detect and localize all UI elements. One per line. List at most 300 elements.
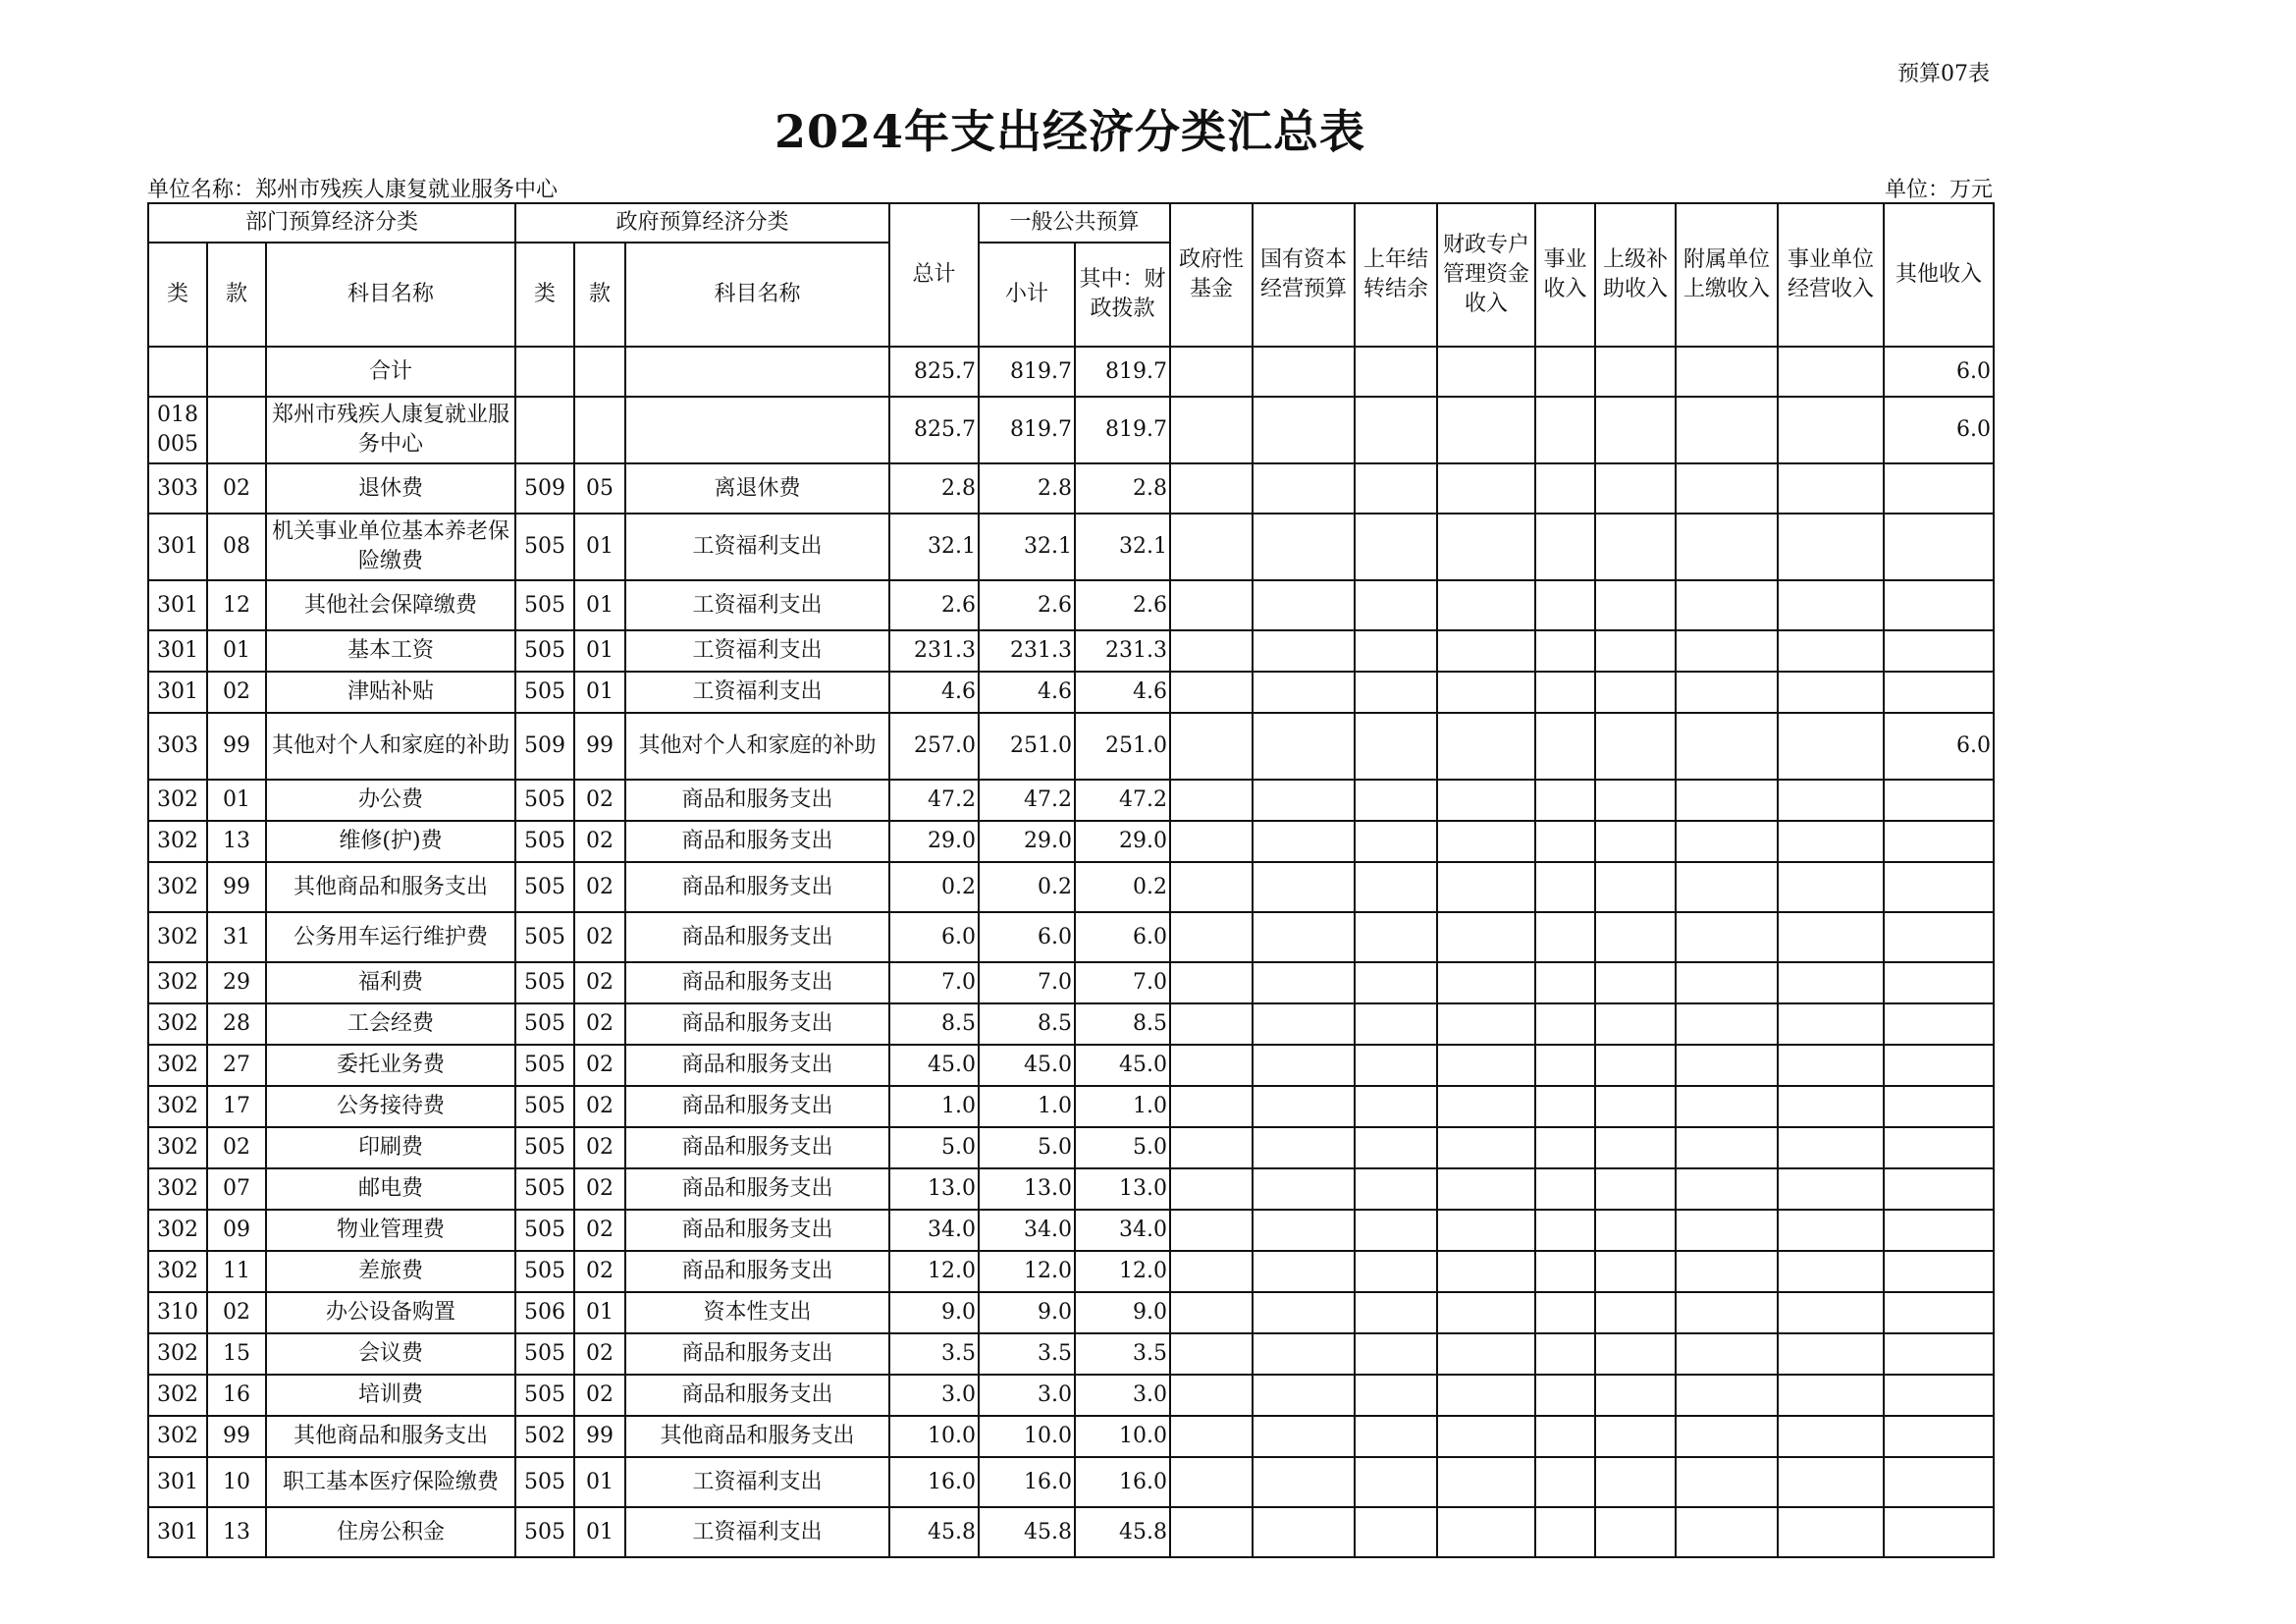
expenditure-table xyxy=(147,202,1995,1558)
cell-gov-subject: 商品和服务支出 xyxy=(625,780,889,821)
table-row xyxy=(148,672,1994,713)
cell-fiscal-alloc: 47.2 xyxy=(1075,780,1170,821)
header-affiliated-turnover: 附属单位上缴收入 xyxy=(1676,203,1778,347)
cell-subtotal: 6.0 xyxy=(979,912,1075,962)
table-row xyxy=(148,713,1994,780)
cell-business-income xyxy=(1535,514,1595,580)
cell-special-account xyxy=(1437,463,1535,514)
cell-dept-subject: 基本工资 xyxy=(266,630,515,672)
cell-dept-kuan xyxy=(207,397,266,463)
cell-dept-lei: 302 xyxy=(148,1003,207,1045)
cell-gov-lei: 505 xyxy=(515,1086,574,1127)
cell-business-income xyxy=(1535,1086,1595,1127)
cell-dept-lei: 302 xyxy=(148,962,207,1003)
cell-special-account xyxy=(1437,580,1535,630)
header-dept-lei: 类 xyxy=(148,243,207,347)
cell-state-capital xyxy=(1253,1086,1355,1127)
cell-dept-kuan: 99 xyxy=(207,713,266,780)
table-row xyxy=(148,580,1994,630)
cell-special-account xyxy=(1437,1045,1535,1086)
header-fiscal-alloc: 其中：财政拨款 xyxy=(1075,243,1170,347)
cell-superior-subsidy xyxy=(1595,630,1676,672)
cell-state-capital xyxy=(1253,1003,1355,1045)
cell-gov-subject: 其他商品和服务支出 xyxy=(625,1416,889,1457)
cell-gov-kuan: 99 xyxy=(574,713,625,780)
cell-other-income xyxy=(1884,514,1994,580)
cell-total: 9.0 xyxy=(889,1292,979,1333)
table-header xyxy=(148,203,1994,347)
cell-fiscal-alloc: 5.0 xyxy=(1075,1127,1170,1168)
cell-dept-subject: 其他社会保障缴费 xyxy=(266,580,515,630)
cell-superior-subsidy xyxy=(1595,1333,1676,1375)
cell-state-capital xyxy=(1253,672,1355,713)
table-body xyxy=(148,347,1994,1557)
cell-state-capital xyxy=(1253,1127,1355,1168)
cell-dept-kuan: 13 xyxy=(207,821,266,862)
cell-dept-subject: 办公费 xyxy=(266,780,515,821)
cell-subtotal: 12.0 xyxy=(979,1251,1075,1292)
cell-business-operating xyxy=(1778,821,1884,862)
cell-superior-subsidy xyxy=(1595,514,1676,580)
cell-gov-fund xyxy=(1170,514,1253,580)
cell-gov-kuan: 99 xyxy=(574,1416,625,1457)
header-special-account: 财政专户管理资金收入 xyxy=(1437,203,1535,347)
cell-dept-subject: 会议费 xyxy=(266,1333,515,1375)
cell-fiscal-alloc: 0.2 xyxy=(1075,862,1170,912)
cell-gov-kuan: 02 xyxy=(574,1251,625,1292)
cell-business-operating xyxy=(1778,1416,1884,1457)
cell-state-capital xyxy=(1253,1416,1355,1457)
cell-gov-lei: 505 xyxy=(515,672,574,713)
header-business-income: 事业收入 xyxy=(1535,203,1595,347)
cell-fiscal-alloc: 251.0 xyxy=(1075,713,1170,780)
cell-total: 29.0 xyxy=(889,821,979,862)
cell-state-capital xyxy=(1253,1507,1355,1557)
cell-total: 0.2 xyxy=(889,862,979,912)
cell-special-account xyxy=(1437,713,1535,780)
cell-special-account xyxy=(1437,1086,1535,1127)
cell-dept-kuan: 10 xyxy=(207,1457,266,1507)
cell-gov-lei: 505 xyxy=(515,1457,574,1507)
cell-carryover xyxy=(1355,912,1437,962)
cell-gov-lei: 505 xyxy=(515,962,574,1003)
cell-dept-subject: 退休费 xyxy=(266,463,515,514)
cell-other-income xyxy=(1884,1457,1994,1507)
cell-carryover xyxy=(1355,821,1437,862)
cell-dept-lei: 302 xyxy=(148,1045,207,1086)
table-row xyxy=(148,630,1994,672)
cell-special-account xyxy=(1437,1251,1535,1292)
cell-superior-subsidy xyxy=(1595,713,1676,780)
cell-dept-lei: 301 xyxy=(148,672,207,713)
header-gov-group: 政府预算经济分类 xyxy=(515,203,889,243)
cell-superior-subsidy xyxy=(1595,780,1676,821)
cell-state-capital xyxy=(1253,514,1355,580)
cell-business-income xyxy=(1535,713,1595,780)
cell-dept-subject: 委托业务费 xyxy=(266,1045,515,1086)
cell-superior-subsidy xyxy=(1595,1086,1676,1127)
cell-gov-kuan: 01 xyxy=(574,580,625,630)
cell-gov-subject: 商品和服务支出 xyxy=(625,912,889,962)
cell-fiscal-alloc: 4.6 xyxy=(1075,672,1170,713)
cell-gov-subject: 资本性支出 xyxy=(625,1292,889,1333)
cell-subtotal: 251.0 xyxy=(979,713,1075,780)
cell-other-income xyxy=(1884,630,1994,672)
cell-total: 5.0 xyxy=(889,1127,979,1168)
cell-dept-lei: 310 xyxy=(148,1292,207,1333)
cell-dept-lei: 018005 xyxy=(148,397,207,463)
cell-gov-fund xyxy=(1170,1045,1253,1086)
cell-dept-subject: 培训费 xyxy=(266,1375,515,1416)
cell-gov-subject: 离退休费 xyxy=(625,463,889,514)
cell-subtotal: 13.0 xyxy=(979,1168,1075,1210)
cell-gov-kuan: 02 xyxy=(574,780,625,821)
cell-gov-subject: 商品和服务支出 xyxy=(625,962,889,1003)
header-gov-kuan: 款 xyxy=(574,243,625,347)
cell-special-account xyxy=(1437,1375,1535,1416)
cell-dept-subject: 其他对个人和家庭的补助 xyxy=(266,713,515,780)
cell-business-operating xyxy=(1778,1333,1884,1375)
cell-gov-fund xyxy=(1170,1457,1253,1507)
cell-superior-subsidy xyxy=(1595,821,1676,862)
cell-other-income xyxy=(1884,1251,1994,1292)
cell-carryover xyxy=(1355,1416,1437,1457)
cell-total: 47.2 xyxy=(889,780,979,821)
cell-affiliated-turnover xyxy=(1676,962,1778,1003)
cell-other-income xyxy=(1884,1045,1994,1086)
cell-fiscal-alloc: 231.3 xyxy=(1075,630,1170,672)
cell-dept-subject: 福利费 xyxy=(266,962,515,1003)
table-row xyxy=(148,1251,1994,1292)
cell-other-income xyxy=(1884,1375,1994,1416)
table-row xyxy=(148,1292,1994,1333)
cell-carryover xyxy=(1355,1251,1437,1292)
cell-subtotal: 8.5 xyxy=(979,1003,1075,1045)
cell-carryover xyxy=(1355,1086,1437,1127)
table-row xyxy=(148,1333,1994,1375)
cell-other-income xyxy=(1884,1168,1994,1210)
cell-other-income xyxy=(1884,1127,1994,1168)
cell-total: 12.0 xyxy=(889,1251,979,1292)
cell-gov-lei: 505 xyxy=(515,912,574,962)
cell-special-account xyxy=(1437,1416,1535,1457)
cell-total: 1.0 xyxy=(889,1086,979,1127)
cell-superior-subsidy xyxy=(1595,912,1676,962)
cell-other-income xyxy=(1884,1086,1994,1127)
cell-business-income xyxy=(1535,1003,1595,1045)
cell-carryover xyxy=(1355,1375,1437,1416)
cell-subtotal: 16.0 xyxy=(979,1457,1075,1507)
cell-total: 34.0 xyxy=(889,1210,979,1251)
cell-dept-subject: 住房公积金 xyxy=(266,1507,515,1557)
table-row xyxy=(148,1127,1994,1168)
cell-carryover xyxy=(1355,347,1437,397)
cell-gov-lei xyxy=(515,397,574,463)
cell-fiscal-alloc: 45.0 xyxy=(1075,1045,1170,1086)
cell-fiscal-alloc: 10.0 xyxy=(1075,1416,1170,1457)
cell-total: 13.0 xyxy=(889,1168,979,1210)
table-row xyxy=(148,912,1994,962)
cell-gov-lei: 505 xyxy=(515,514,574,580)
cell-fiscal-alloc: 819.7 xyxy=(1075,347,1170,397)
cell-business-income xyxy=(1535,1127,1595,1168)
table-row xyxy=(148,1210,1994,1251)
cell-gov-lei: 502 xyxy=(515,1416,574,1457)
cell-state-capital xyxy=(1253,1457,1355,1507)
cell-superior-subsidy xyxy=(1595,1045,1676,1086)
cell-dept-kuan: 15 xyxy=(207,1333,266,1375)
cell-dept-kuan: 07 xyxy=(207,1168,266,1210)
table-row xyxy=(148,1086,1994,1127)
form-code: 预算07表 xyxy=(1897,62,1990,86)
cell-dept-kuan: 17 xyxy=(207,1086,266,1127)
cell-superior-subsidy xyxy=(1595,1127,1676,1168)
cell-affiliated-turnover xyxy=(1676,1333,1778,1375)
cell-affiliated-turnover xyxy=(1676,780,1778,821)
cell-gov-kuan: 05 xyxy=(574,463,625,514)
cell-business-income xyxy=(1535,463,1595,514)
cell-dept-subject: 机关事业单位基本养老保险缴费 xyxy=(266,514,515,580)
cell-gov-subject: 商品和服务支出 xyxy=(625,1127,889,1168)
cell-dept-subject: 邮电费 xyxy=(266,1168,515,1210)
cell-total: 257.0 xyxy=(889,713,979,780)
cell-dept-subject: 郑州市残疾人康复就业服务中心 xyxy=(266,397,515,463)
cell-dept-subject: 工会经费 xyxy=(266,1003,515,1045)
header-total: 总计 xyxy=(889,203,979,347)
cell-fiscal-alloc: 2.8 xyxy=(1075,463,1170,514)
cell-gov-kuan: 01 xyxy=(574,630,625,672)
cell-business-income xyxy=(1535,1375,1595,1416)
cell-superior-subsidy xyxy=(1595,1003,1676,1045)
cell-dept-subject: 合计 xyxy=(266,347,515,397)
cell-gov-subject: 商品和服务支出 xyxy=(625,1333,889,1375)
cell-dept-lei: 303 xyxy=(148,713,207,780)
cell-superior-subsidy xyxy=(1595,347,1676,397)
cell-dept-kuan: 13 xyxy=(207,1507,266,1557)
cell-state-capital xyxy=(1253,1168,1355,1210)
cell-carryover xyxy=(1355,1292,1437,1333)
cell-special-account xyxy=(1437,962,1535,1003)
header-dept-subject: 科目名称 xyxy=(266,243,515,347)
table-row xyxy=(148,463,1994,514)
cell-gov-subject xyxy=(625,397,889,463)
cell-affiliated-turnover xyxy=(1676,1045,1778,1086)
cell-dept-lei: 301 xyxy=(148,514,207,580)
cell-other-income xyxy=(1884,1333,1994,1375)
cell-other-income xyxy=(1884,1210,1994,1251)
cell-carryover xyxy=(1355,397,1437,463)
cell-fiscal-alloc: 34.0 xyxy=(1075,1210,1170,1251)
cell-affiliated-turnover xyxy=(1676,1292,1778,1333)
cell-business-income xyxy=(1535,1333,1595,1375)
cell-business-income xyxy=(1535,1210,1595,1251)
cell-subtotal: 34.0 xyxy=(979,1210,1075,1251)
cell-affiliated-turnover xyxy=(1676,1507,1778,1557)
cell-carryover xyxy=(1355,862,1437,912)
header-dept-group: 部门预算经济分类 xyxy=(148,203,515,243)
cell-gov-kuan: 01 xyxy=(574,1507,625,1557)
cell-state-capital xyxy=(1253,962,1355,1003)
cell-special-account xyxy=(1437,672,1535,713)
cell-state-capital xyxy=(1253,1210,1355,1251)
cell-gov-lei xyxy=(515,347,574,397)
cell-gov-fund xyxy=(1170,1086,1253,1127)
cell-business-operating xyxy=(1778,1045,1884,1086)
cell-business-income xyxy=(1535,1416,1595,1457)
cell-other-income: 6.0 xyxy=(1884,347,1994,397)
cell-business-operating xyxy=(1778,1375,1884,1416)
cell-special-account xyxy=(1437,1003,1535,1045)
cell-business-operating xyxy=(1778,347,1884,397)
cell-business-operating xyxy=(1778,514,1884,580)
cell-dept-subject: 津贴补贴 xyxy=(266,672,515,713)
cell-business-operating xyxy=(1778,1292,1884,1333)
cell-fiscal-alloc: 9.0 xyxy=(1075,1292,1170,1333)
cell-gov-lei: 505 xyxy=(515,1045,574,1086)
cell-carryover xyxy=(1355,1168,1437,1210)
cell-fiscal-alloc: 6.0 xyxy=(1075,912,1170,962)
cell-fiscal-alloc: 12.0 xyxy=(1075,1251,1170,1292)
cell-total: 45.8 xyxy=(889,1507,979,1557)
header-business-operating: 事业单位经营收入 xyxy=(1778,203,1884,347)
cell-gov-kuan xyxy=(574,347,625,397)
cell-gov-kuan: 01 xyxy=(574,672,625,713)
cell-business-operating xyxy=(1778,1003,1884,1045)
cell-total: 231.3 xyxy=(889,630,979,672)
header-gov-subject: 科目名称 xyxy=(625,243,889,347)
cell-superior-subsidy xyxy=(1595,1292,1676,1333)
cell-dept-subject: 印刷费 xyxy=(266,1127,515,1168)
cell-state-capital xyxy=(1253,862,1355,912)
cell-carryover xyxy=(1355,1457,1437,1507)
cell-business-income xyxy=(1535,630,1595,672)
cell-subtotal: 2.6 xyxy=(979,580,1075,630)
cell-business-operating xyxy=(1778,1210,1884,1251)
cell-dept-subject: 其他商品和服务支出 xyxy=(266,862,515,912)
cell-dept-lei: 303 xyxy=(148,463,207,514)
cell-special-account xyxy=(1437,780,1535,821)
cell-fiscal-alloc: 3.5 xyxy=(1075,1333,1170,1375)
cell-superior-subsidy xyxy=(1595,962,1676,1003)
cell-fiscal-alloc: 45.8 xyxy=(1075,1507,1170,1557)
cell-dept-kuan: 31 xyxy=(207,912,266,962)
cell-special-account xyxy=(1437,347,1535,397)
cell-dept-lei: 302 xyxy=(148,1416,207,1457)
cell-dept-kuan: 16 xyxy=(207,1375,266,1416)
cell-fiscal-alloc: 3.0 xyxy=(1075,1375,1170,1416)
unit-name: 单位名称：郑州市残疾人康复就业服务中心 xyxy=(147,178,559,202)
cell-gov-kuan: 01 xyxy=(574,514,625,580)
cell-affiliated-turnover xyxy=(1676,1457,1778,1507)
cell-dept-subject: 维修(护)费 xyxy=(266,821,515,862)
cell-dept-subject: 职工基本医疗保险缴费 xyxy=(266,1457,515,1507)
cell-business-operating xyxy=(1778,780,1884,821)
cell-subtotal: 7.0 xyxy=(979,962,1075,1003)
cell-gov-subject: 工资福利支出 xyxy=(625,672,889,713)
cell-gov-fund xyxy=(1170,780,1253,821)
cell-superior-subsidy xyxy=(1595,1457,1676,1507)
cell-fiscal-alloc: 2.6 xyxy=(1075,580,1170,630)
cell-gov-lei: 505 xyxy=(515,862,574,912)
table-row xyxy=(148,1003,1994,1045)
cell-affiliated-turnover xyxy=(1676,672,1778,713)
cell-total: 8.5 xyxy=(889,1003,979,1045)
cell-subtotal: 45.0 xyxy=(979,1045,1075,1086)
cell-dept-kuan: 08 xyxy=(207,514,266,580)
cell-dept-lei xyxy=(148,347,207,397)
header-gov-lei: 类 xyxy=(515,243,574,347)
cell-gov-subject: 工资福利支出 xyxy=(625,580,889,630)
cell-total: 10.0 xyxy=(889,1416,979,1457)
cell-gov-lei: 505 xyxy=(515,580,574,630)
cell-business-income xyxy=(1535,1292,1595,1333)
cell-business-income xyxy=(1535,1045,1595,1086)
cell-dept-kuan: 99 xyxy=(207,862,266,912)
cell-affiliated-turnover xyxy=(1676,713,1778,780)
cell-other-income xyxy=(1884,1507,1994,1557)
cell-state-capital xyxy=(1253,713,1355,780)
cell-dept-kuan: 99 xyxy=(207,1416,266,1457)
cell-affiliated-turnover xyxy=(1676,1416,1778,1457)
cell-dept-lei: 301 xyxy=(148,630,207,672)
cell-carryover xyxy=(1355,463,1437,514)
cell-gov-subject: 工资福利支出 xyxy=(625,514,889,580)
cell-total: 6.0 xyxy=(889,912,979,962)
cell-total: 825.7 xyxy=(889,397,979,463)
table-row xyxy=(148,862,1994,912)
cell-gov-lei: 505 xyxy=(515,1333,574,1375)
cell-business-income xyxy=(1535,347,1595,397)
cell-subtotal: 45.8 xyxy=(979,1507,1075,1557)
cell-affiliated-turnover xyxy=(1676,463,1778,514)
cell-affiliated-turnover xyxy=(1676,347,1778,397)
cell-carryover xyxy=(1355,514,1437,580)
cell-gov-kuan: 02 xyxy=(574,1127,625,1168)
cell-total: 825.7 xyxy=(889,347,979,397)
cell-dept-kuan: 01 xyxy=(207,780,266,821)
cell-carryover xyxy=(1355,630,1437,672)
cell-dept-lei: 302 xyxy=(148,1210,207,1251)
cell-gov-subject: 商品和服务支出 xyxy=(625,821,889,862)
cell-subtotal: 4.6 xyxy=(979,672,1075,713)
cell-business-operating xyxy=(1778,672,1884,713)
cell-total: 2.8 xyxy=(889,463,979,514)
cell-business-operating xyxy=(1778,1127,1884,1168)
cell-other-income xyxy=(1884,672,1994,713)
header-superior-subsidy: 上级补助收入 xyxy=(1595,203,1676,347)
cell-total: 2.6 xyxy=(889,580,979,630)
cell-dept-subject: 差旅费 xyxy=(266,1251,515,1292)
cell-gov-fund xyxy=(1170,1416,1253,1457)
cell-subtotal: 32.1 xyxy=(979,514,1075,580)
cell-affiliated-turnover xyxy=(1676,1127,1778,1168)
cell-state-capital xyxy=(1253,912,1355,962)
cell-gov-fund xyxy=(1170,1375,1253,1416)
cell-gov-fund xyxy=(1170,862,1253,912)
cell-state-capital xyxy=(1253,347,1355,397)
header-other-income: 其他收入 xyxy=(1884,203,1994,347)
cell-business-income xyxy=(1535,1168,1595,1210)
cell-business-income xyxy=(1535,862,1595,912)
cell-business-income xyxy=(1535,580,1595,630)
cell-affiliated-turnover xyxy=(1676,1086,1778,1127)
cell-gov-kuan: 02 xyxy=(574,862,625,912)
expenditure-table-wrapper xyxy=(147,202,1995,1558)
cell-dept-kuan: 28 xyxy=(207,1003,266,1045)
cell-superior-subsidy xyxy=(1595,463,1676,514)
cell-state-capital xyxy=(1253,630,1355,672)
cell-other-income xyxy=(1884,1003,1994,1045)
